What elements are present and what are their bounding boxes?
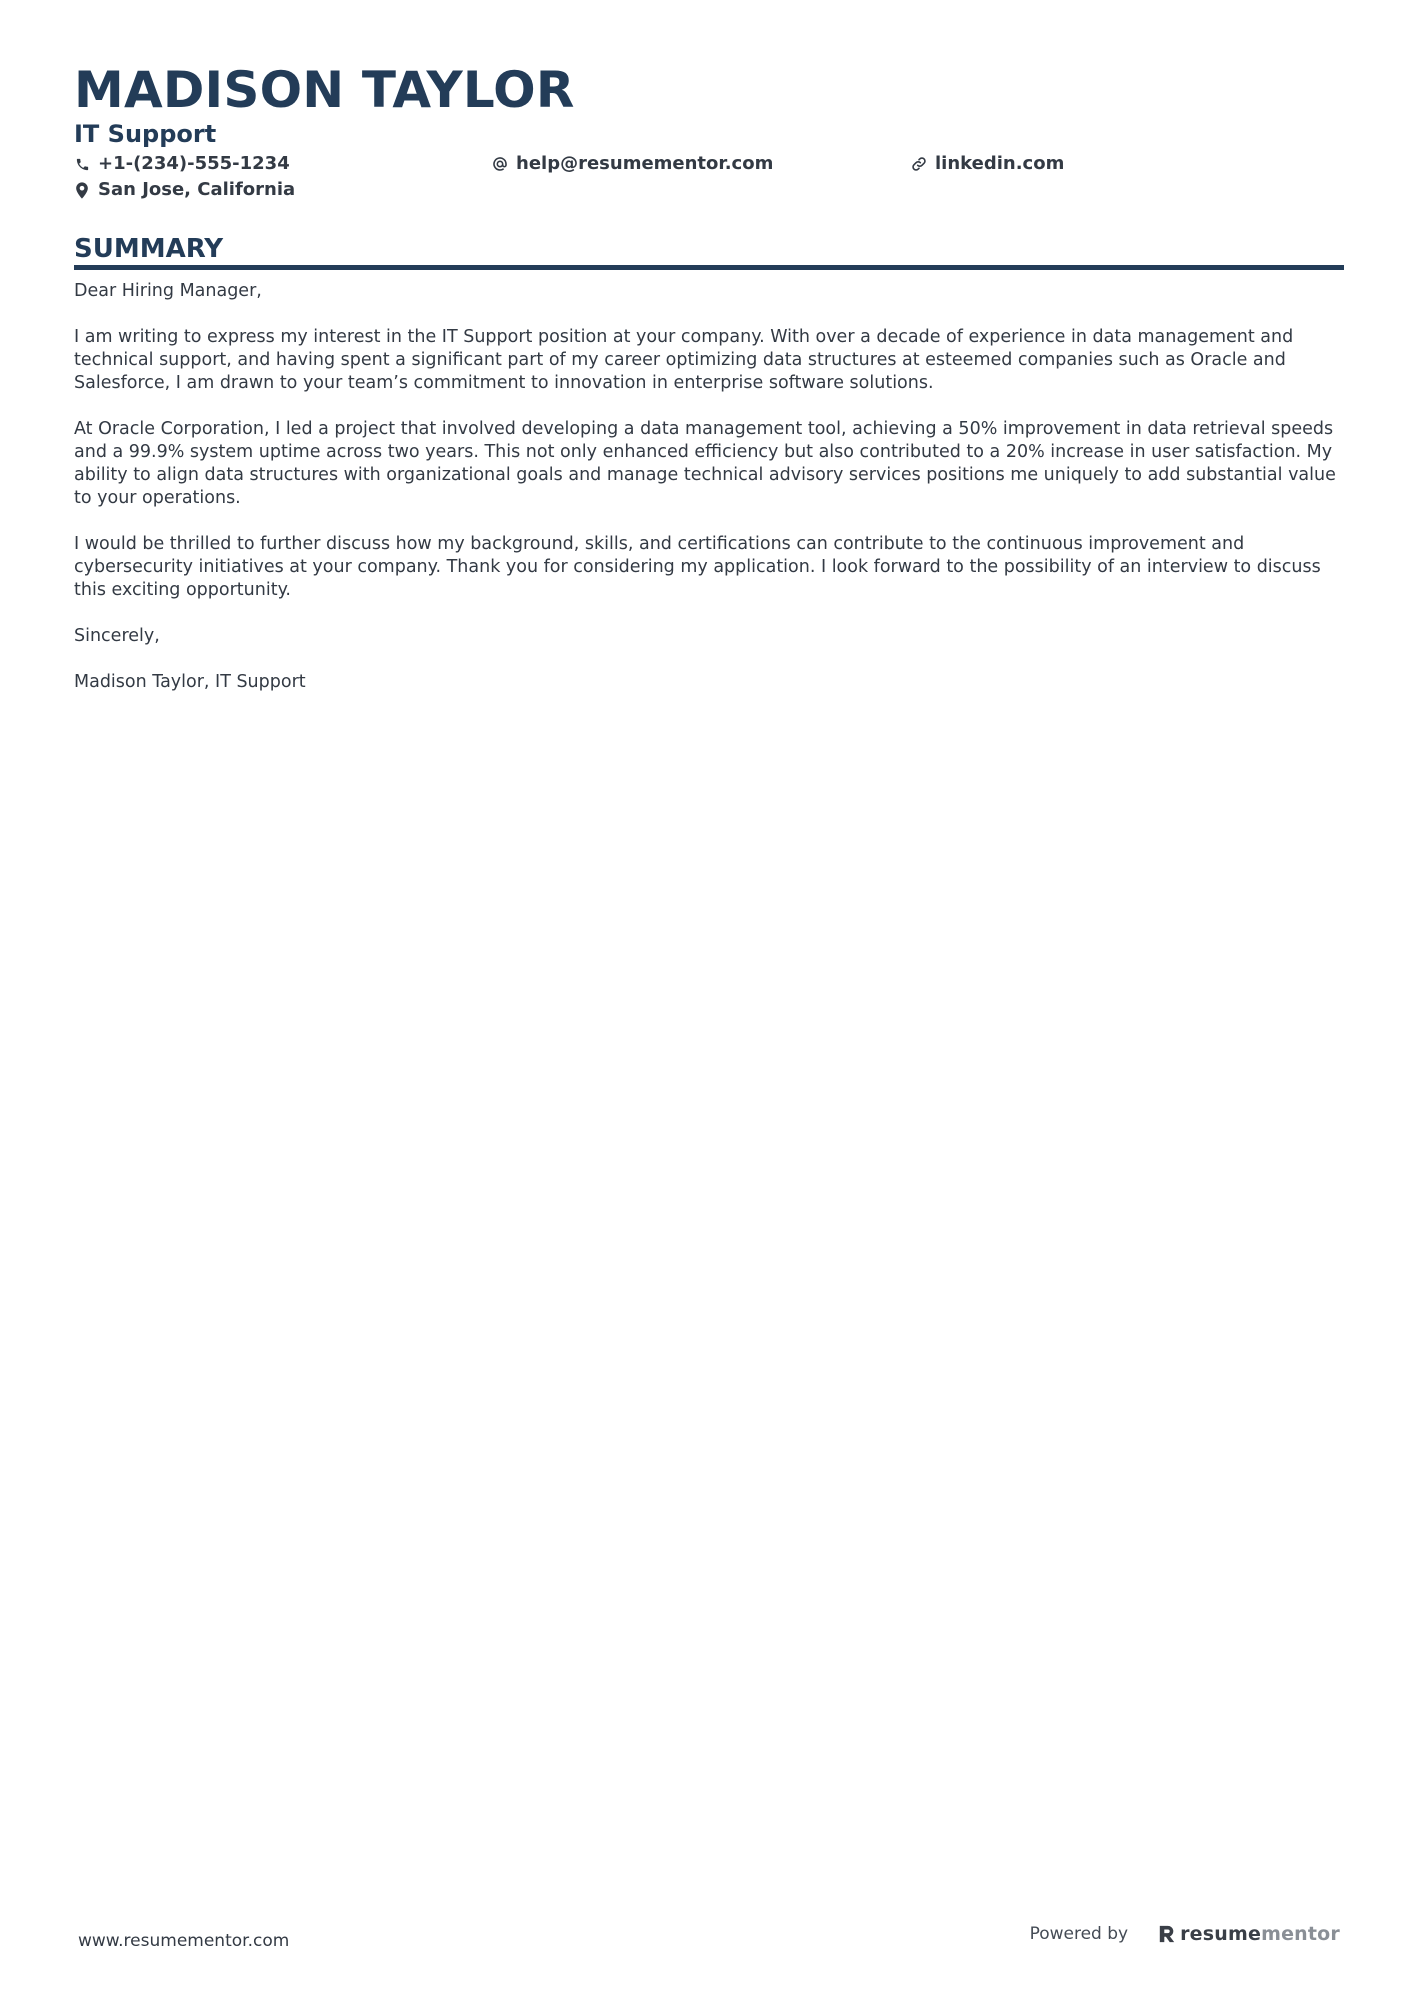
candidate-role: IT Support	[74, 120, 217, 148]
letter-closing: Sincerely,	[74, 626, 160, 646]
map-pin-icon	[74, 181, 90, 199]
brand-name-part2: mentor	[1261, 1923, 1340, 1945]
contact-email-text[interactable]: help@resumementor.com	[516, 153, 774, 174]
letter-salutation: Dear Hiring Manager,	[74, 281, 262, 301]
brand-logo[interactable]	[1158, 1923, 1340, 1945]
brand-name-part1: resume	[1180, 1923, 1262, 1945]
link-icon	[911, 155, 927, 173]
section-divider	[74, 265, 1344, 270]
footer-website[interactable]: www.resumementor.com	[78, 1931, 290, 1951]
resumementor-logo-icon	[1158, 1924, 1176, 1944]
contact-phone	[74, 152, 290, 176]
letter-body	[74, 280, 1344, 717]
letter-signature: Madison Taylor, IT Support	[74, 672, 306, 692]
contact-email	[492, 152, 773, 176]
contact-website	[911, 152, 1064, 176]
powered-by-label: Powered by	[1029, 1924, 1129, 1944]
summary-heading: SUMMARY	[74, 234, 224, 264]
letter-paragraph: At Oracle Corporation, I led a project that involved developing a data management tool, achieving a 50% improvement in data retrieval speeds and a 99.9% system uptime across two years. This not only enhanced efficiency but also contributed to a 20% increase in user satisfaction. My ability to align data structures with organizational goals and manage technical advisory services positions me uniquely to add substantial value to your operations.	[74, 419, 1336, 508]
contact-website-text[interactable]: linkedin.com	[935, 153, 1065, 174]
at-icon	[492, 155, 508, 173]
contact-phone-text: +1-(234)-555-1234	[98, 153, 290, 174]
candidate-name: MADISON TAYLOR	[74, 61, 575, 119]
letter-paragraph: I would be thrilled to further discuss how my background, skills, and certifications can contribute to the continuous improvement and cybersecurity initiatives at your company. Thank you for considering my application. I look forward to the possibility of an interview to discuss this exciting opportunity.	[74, 534, 1321, 600]
contact-location-text: San Jose, California	[98, 179, 296, 200]
phone-icon	[74, 155, 90, 173]
footer-powered-by	[1030, 1923, 1340, 1945]
contact-location	[74, 178, 295, 202]
letter-paragraph: I am writing to express my interest in the IT Support position at your company. With over a decade of experience in data management and technical support, and having spent a significant part of my career optimizing data structures at esteemed companies such as Oracle and Salesforce, I am drawn to your team’s commitment to innovation in enterprise software solutions.	[74, 327, 1294, 393]
